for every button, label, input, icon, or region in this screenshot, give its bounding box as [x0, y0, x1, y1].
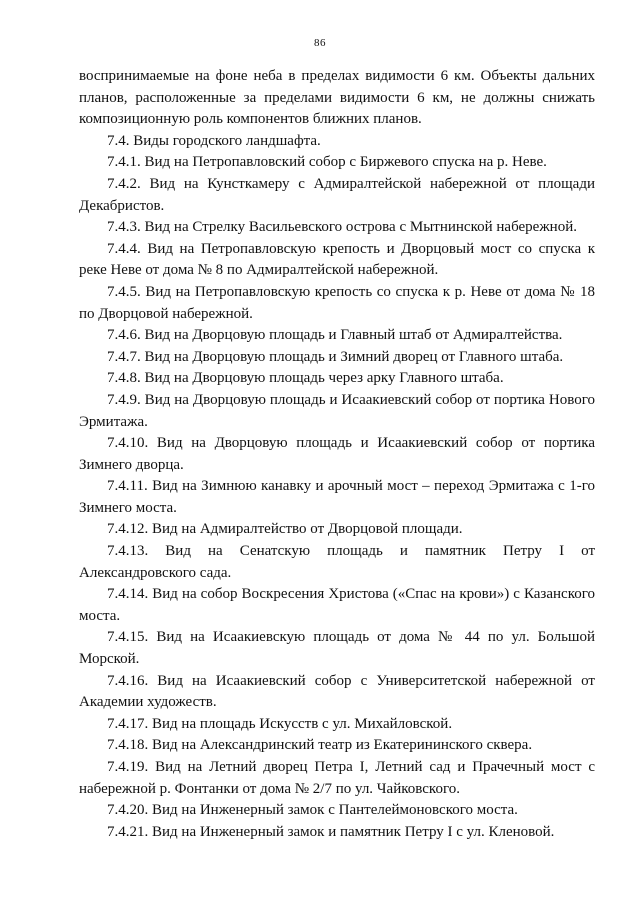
list-item: 7.4.14. Вид на собор Воскресения Христова («Спас на крови») с Казанского моста. — [79, 586, 595, 624]
list-item: 7.4.2. Вид на Кунсткамеру с Адмиралтейской набережной от площади Декабристов. — [79, 175, 595, 214]
list-item: 7.4.16. Вид на Исаакиевский собор с Университетской набережной от Академии художеств. — [79, 672, 595, 711]
list-item: 7.4.18. Вид на Александринский театр из Екатерининского сквера. — [107, 737, 533, 754]
list-item: 7.4.13. Вид на Сенатскую площадь и памятник Петру I от Александровского сада. — [79, 543, 595, 581]
list-item: 7.4.3. Вид на Стрелку Васильевского острова с Мытнинской набережной. — [107, 219, 577, 236]
paragraph-continuation: воспринимаемые на фоне неба в пределах видимости 6 км. Объекты дальних планов, расположенные за пределами видимости 6 км, не должны снижать композиционную роль компонентов ближних планов. — [79, 68, 595, 128]
list-item: 7.4.10. Вид на Дворцовую площадь и Исаакиевский собор от портика Зимнего дворца. — [79, 435, 595, 473]
list-item: 7.4.1. Вид на Петропавловский собор с Биржевого спуска на р. Неве. — [107, 154, 547, 171]
list-item: 7.4.7. Вид на Дворцовую площадь и Зимний дворец от Главного штаба. — [107, 348, 564, 365]
list-item: 7.4.15. Вид на Исаакиевскую площадь от дома № 44 по ул. Большой Морской. — [79, 629, 595, 668]
list-item: 7.4.8. Вид на Дворцовую площадь через арку Главного штаба. — [107, 370, 504, 387]
list-item: 7.4.6. Вид на Дворцовую площадь и Главный штаб от Адмиралтейства. — [107, 327, 563, 344]
list-item: 7.4.5. Вид на Петропавловскую крепость со спуска к р. Неве от дома № 18 по Дворцовой набережной. — [79, 283, 595, 322]
page-number: 86 — [314, 37, 326, 49]
list-item: 7.4.17. Вид на площадь Искусств с ул. Михайловской. — [107, 715, 453, 732]
list-item: 7.4.19. Вид на Летний дворец Петра I, Летний сад и Прачечный мост с набережной р. Фонтанки от дома № 2/7 по ул. Чайковского. — [79, 759, 595, 797]
list-item: 7.4.4. Вид на Петропавловскую крепость и Дворцовый мост со спуска к реке Неве от дома № 8 по Адмиралтейской набережной. — [79, 240, 595, 279]
list-item: 7.4.9. Вид на Дворцовую площадь и Исаакиевский собор от портика Нового Эрмитажа. — [79, 391, 595, 430]
document-body — [79, 66, 595, 843]
list-item: 7.4.11. Вид на Зимнюю канавку и арочный мост – переход Эрмитажа с 1-го Зимнего моста. — [79, 478, 595, 516]
list-item: 7.4.20. Вид на Инженерный замок с Пантелеймоновского моста. — [107, 802, 518, 819]
list-item: 7.4.12. Вид на Адмиралтейство от Дворцовой площади. — [107, 521, 463, 538]
list-item: 7.4.21. Вид на Инженерный замок и памятник Петру I с ул. Кленовой. — [107, 823, 555, 840]
section-heading: 7.4. Виды городского ландшафта. — [107, 132, 321, 149]
